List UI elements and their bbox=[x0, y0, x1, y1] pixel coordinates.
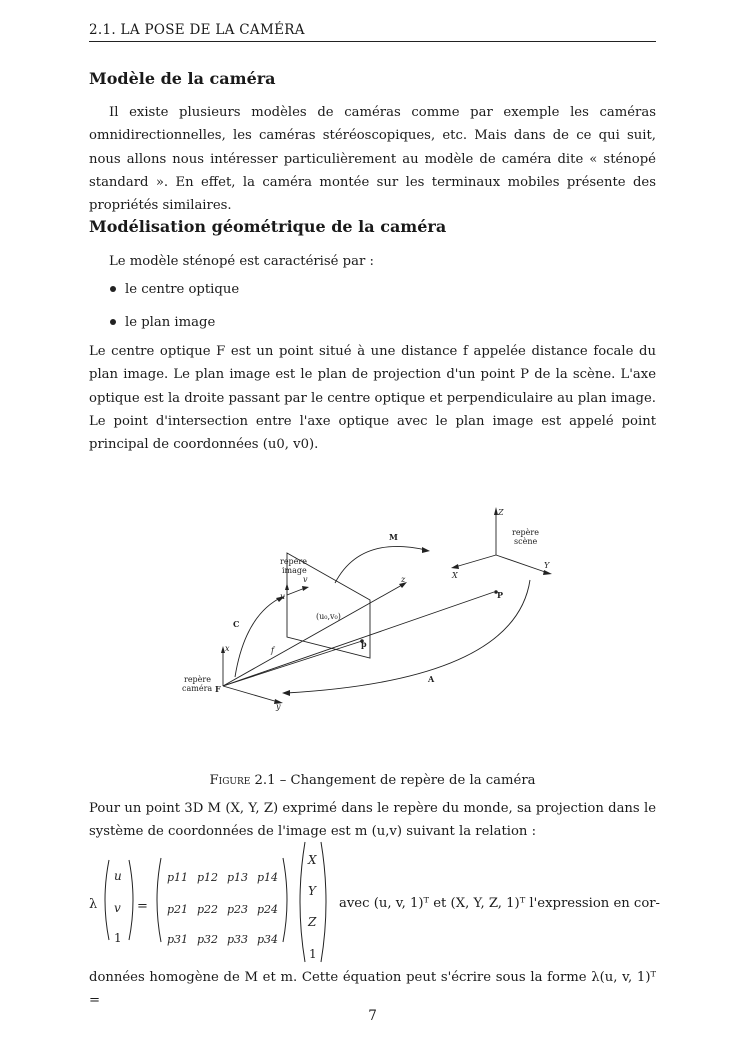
equation-matrices bbox=[89, 840, 339, 965]
arc-A bbox=[286, 580, 530, 693]
label-f: f bbox=[271, 646, 274, 655]
matrix-entry: p24 bbox=[257, 903, 279, 916]
arc-M bbox=[335, 546, 426, 583]
left-paren bbox=[300, 842, 305, 962]
label-principal-point: (u₀,v₀) bbox=[316, 612, 341, 621]
label-repere-scene: scène bbox=[514, 537, 538, 546]
label-Y: Y bbox=[544, 561, 550, 570]
figure-caption-label: Figure 2.1 bbox=[209, 773, 276, 788]
figure-caption bbox=[0, 773, 745, 788]
arrow-head bbox=[302, 586, 309, 591]
camera-frame-figure bbox=[170, 495, 590, 715]
projection-equation bbox=[89, 840, 689, 965]
label-repere-camera: repère bbox=[184, 675, 211, 684]
arrow-head bbox=[451, 564, 459, 569]
equation-trailing-text: avec (u, v, 1)ᵀ et (X, Y, Z, 1)ᵀ l'expression en cor- bbox=[339, 896, 661, 911]
paragraph-optical-center-text: Le centre optique F est un point situé à une distance f appelée distance focale du plan image. Le plan image est le plan de projection d'un point P de la scène. L'axe optique est la droite passant par le centre optique et perpendiculaire au plan image. Le point d'intersection entre l'axe optique avec le plan image est appelé point principal de coordonnées bbox=[89, 344, 656, 453]
section-title-geometric-modeling: Modélisation géométrique de la caméra bbox=[89, 217, 447, 236]
bullet-icon bbox=[110, 286, 116, 292]
scene-x-axis bbox=[455, 555, 496, 567]
paragraph-intro: Le modèle sténopé est caractérisé par : bbox=[109, 254, 374, 269]
paragraph-camera-models: Il existe plusieurs modèles de caméras comme par exemple les caméras omnidirectionnelles, les caméras stéréoscopiques, etc. Mais dans de ce qui suit, nous allons nous intéresser particulièrement au modèle de caméra dite « sténopé standard ». En effet, la caméra montée sur les terminaux mobiles présente des propriétés similaires. bbox=[89, 105, 656, 214]
projection-line bbox=[223, 592, 494, 686]
matrix-entry: p21 bbox=[167, 903, 189, 916]
arrow-head bbox=[282, 690, 290, 696]
label-repere-image: repère bbox=[280, 557, 307, 566]
header-rule bbox=[89, 41, 656, 42]
label-repere-scene: repère bbox=[512, 528, 539, 537]
running-head: 2.1. LA POSE DE LA CAMÉRA bbox=[89, 22, 305, 38]
arrow-head bbox=[543, 570, 552, 575]
optical-axis bbox=[223, 585, 402, 686]
label-z: z bbox=[401, 575, 406, 584]
label-repere-image: image bbox=[282, 566, 307, 575]
right-vector-entry: 1 bbox=[309, 947, 317, 961]
matrix-entry: p33 bbox=[227, 933, 249, 946]
right-vector-entry: Z bbox=[308, 915, 317, 929]
bullet-item bbox=[110, 315, 215, 330]
left-paren bbox=[105, 860, 109, 940]
image-v-axis bbox=[287, 588, 305, 595]
right-paren bbox=[321, 842, 326, 962]
equals-sign: = bbox=[137, 899, 148, 914]
right-vector-entry: Y bbox=[308, 884, 316, 898]
left-vector-entry: 1 bbox=[114, 931, 122, 945]
arc-C bbox=[235, 597, 282, 677]
scene-y-axis bbox=[496, 555, 548, 573]
left-vector-entry: u bbox=[114, 869, 122, 883]
label-v: v bbox=[303, 575, 308, 584]
left-vector-entry: v bbox=[114, 901, 121, 915]
page-number: 7 bbox=[368, 1008, 377, 1024]
matrix-entry: p34 bbox=[257, 933, 279, 946]
arrow-head bbox=[422, 547, 430, 553]
projection-ray bbox=[223, 641, 362, 686]
label-C: C bbox=[233, 619, 240, 629]
bullet-text: le centre optique bbox=[125, 282, 240, 297]
right-paren bbox=[283, 858, 287, 942]
label-u: u bbox=[280, 592, 286, 601]
label-x: x bbox=[225, 644, 230, 653]
label-P: P bbox=[497, 590, 504, 600]
matrix-entry: p31 bbox=[167, 933, 189, 946]
matrix-entry: p11 bbox=[167, 871, 189, 884]
bullet-item bbox=[110, 282, 239, 297]
matrix-entry: p22 bbox=[197, 903, 219, 916]
label-X: X bbox=[452, 571, 458, 580]
label-Z: Z bbox=[498, 508, 504, 517]
label-M: M bbox=[389, 532, 398, 542]
left-paren bbox=[157, 858, 161, 942]
label-p: p bbox=[361, 639, 367, 649]
right-paren bbox=[129, 860, 133, 940]
camera-y-axis bbox=[223, 686, 278, 702]
paragraph-optical-center bbox=[89, 340, 656, 456]
figure-caption-text: – Changement de repère de la caméra bbox=[275, 773, 536, 788]
matrix-entry: p23 bbox=[227, 903, 249, 916]
matrix-entry: p32 bbox=[197, 933, 219, 946]
label-A: A bbox=[428, 674, 435, 684]
label-y: y bbox=[276, 702, 281, 711]
paragraph-homogeneous: données homogène de M et m. Cette équation peut s'écrire sous la forme λ(u, v, 1)ᵀ = bbox=[89, 970, 656, 1009]
bullet-text: le plan image bbox=[125, 315, 216, 330]
paragraph-projection: Pour un point 3D M (X, Y, Z) exprimé dans le repère du monde, sa projection dans le système de coordonnées de l'image est m (u,v) suivant la relation : bbox=[89, 801, 656, 840]
principal-point-coords: (u0, v0). bbox=[262, 437, 319, 453]
section-title-camera-model: Modèle de la caméra bbox=[89, 69, 276, 88]
matrix-entry: p12 bbox=[197, 871, 219, 884]
right-vector-entry: X bbox=[308, 853, 317, 867]
label-F: F bbox=[215, 684, 221, 694]
lambda-symbol: λ bbox=[89, 897, 98, 912]
matrix-entry: p13 bbox=[227, 871, 249, 884]
matrix-entry: p14 bbox=[257, 871, 279, 884]
arrow-head bbox=[285, 583, 289, 590]
label-repere-camera: caméra bbox=[182, 684, 213, 693]
bullet-icon bbox=[110, 319, 116, 325]
